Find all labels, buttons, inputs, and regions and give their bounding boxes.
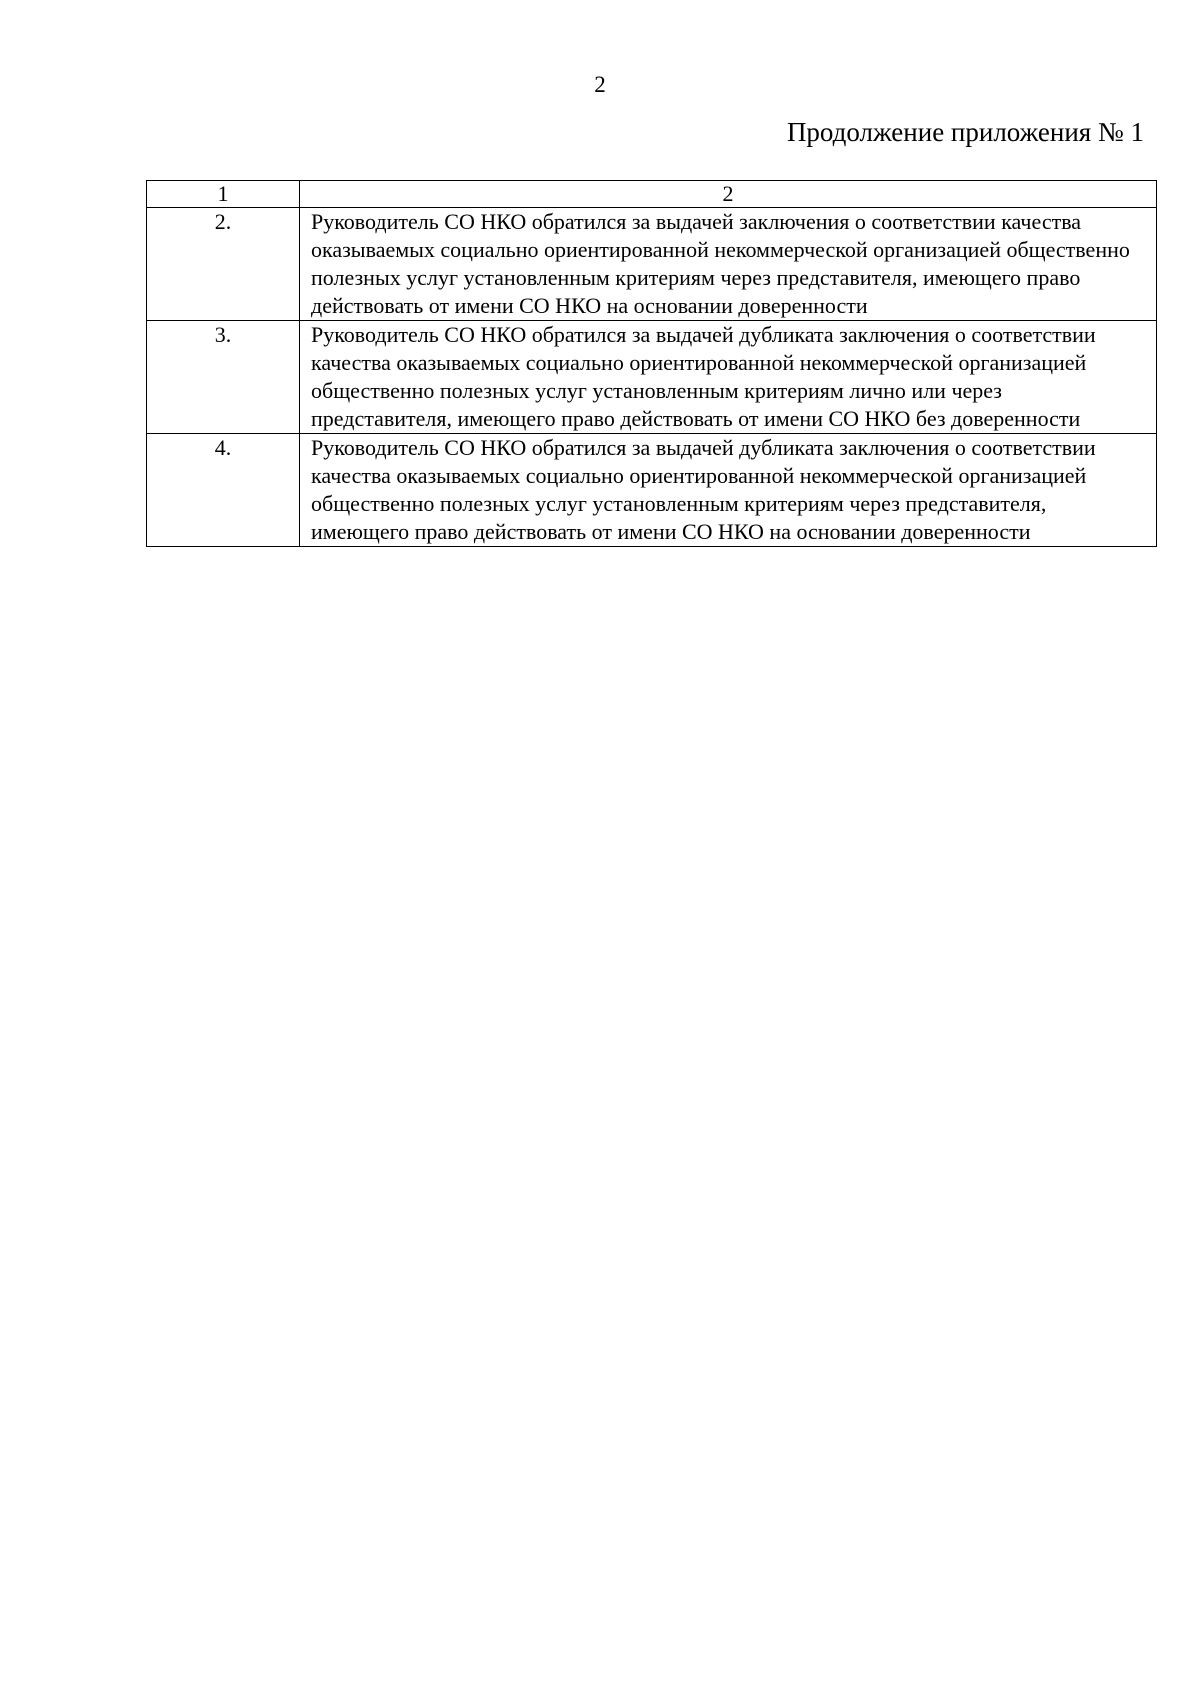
row-text-cell: Руководитель СО НКО обратился за выдачей дубликата заключения о соответствии качества оказываемых социально ориентированной некоммерческой организацией общественно полезных услуг установленным критериям через представителя, имеющего право действовать от имени СО НКО на основании доверенности — [300, 434, 1157, 547]
appendix-heading: Продолжение приложения № 1 — [786, 117, 1144, 147]
row-number-cell: 2. — [147, 208, 300, 321]
table-row — [147, 321, 1157, 434]
table-row — [147, 208, 1157, 321]
row-text-cell: Руководитель СО НКО обратился за выдачей заключения о соответствии качества оказываемых социально ориентированной некоммерческой организацией общественно полезных услуг установленным критериям через представителя, имеющего право действовать от имени СО НКО на основании доверенности — [300, 208, 1157, 321]
header-cell-column-2: 2 — [300, 181, 1157, 208]
row-text-cell: Руководитель СО НКО обратился за выдачей дубликата заключения о соответствии качества оказываемых социально ориентированной некоммерческой организацией общественно полезных услуг установленным критериям лично или через представителя, имеющего право действовать от имени СО НКО без доверенности — [300, 321, 1157, 434]
row-number-cell: 4. — [147, 434, 300, 547]
header-cell-column-1: 1 — [147, 181, 300, 208]
table-row — [147, 434, 1157, 547]
row-number-cell: 3. — [147, 321, 300, 434]
table-header-row — [147, 181, 1157, 208]
document-table — [146, 180, 1157, 547]
page-number: 2 — [594, 72, 606, 97]
